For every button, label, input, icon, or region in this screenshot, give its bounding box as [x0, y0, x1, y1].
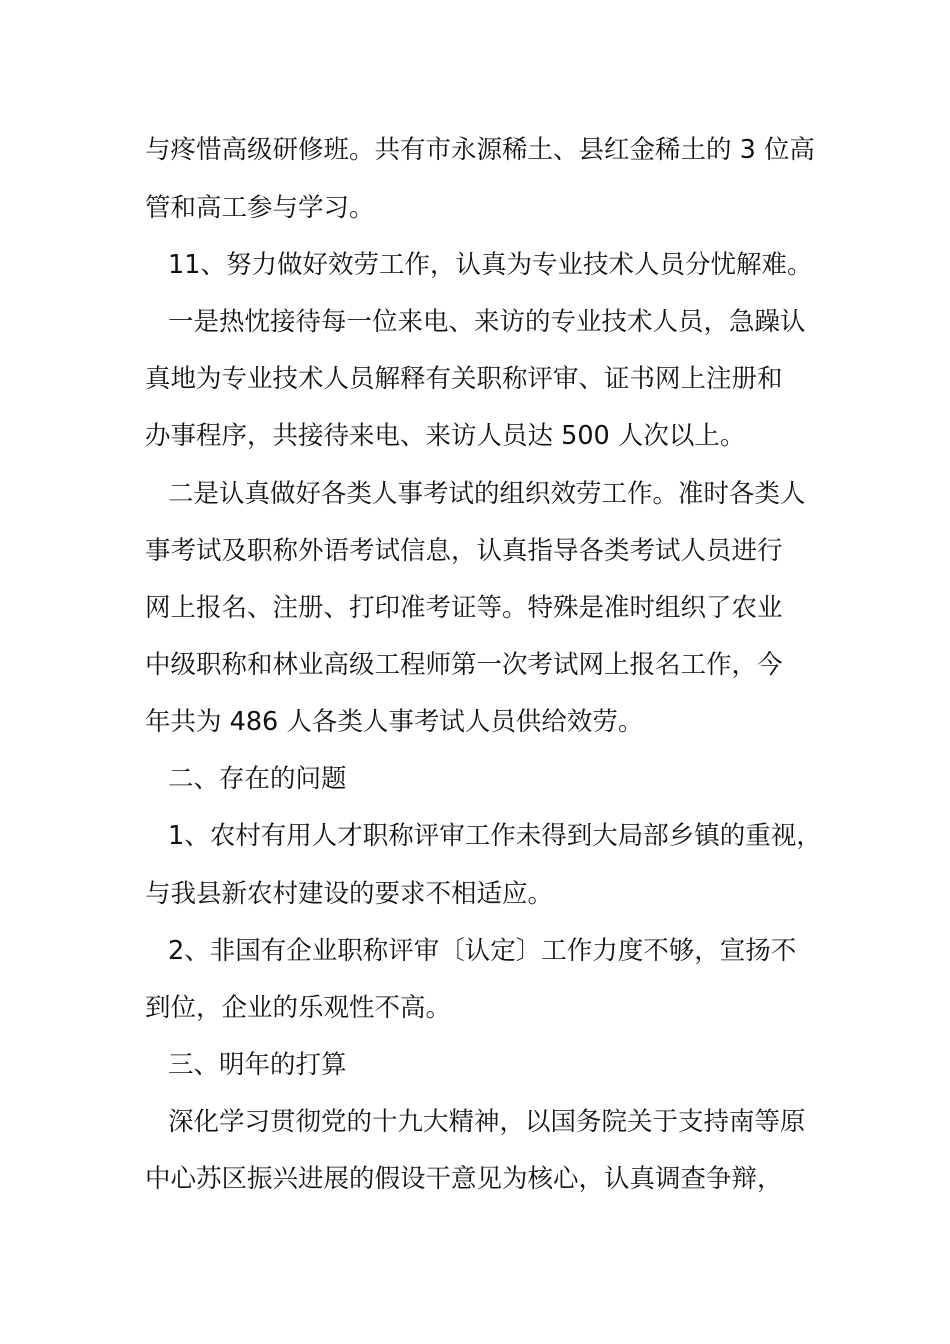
body-text-line: 11、努力做好效劳工作，认真为专业技术人员分忧解难。: [168, 250, 813, 280]
body-text-line: 与疼惜高级研修班。共有市永源稀土、县红金稀土的 3 位高: [145, 135, 815, 165]
body-text-line: 2、非国有企业职称评审〔认定〕工作力度不够，宣扬不: [168, 936, 797, 966]
body-text-line: 一是热忱接待每一位来电、来访的专业技术人员，急躁认: [168, 307, 806, 337]
body-text-line: 年共为 486 人各类人事考试人员供给效劳。: [145, 707, 644, 737]
body-text-line: 管和高工参与学习。: [145, 193, 375, 223]
body-text-line: 1、农村有用人才职称评审工作未得到大局部乡镇的重视，: [168, 821, 822, 851]
body-text-line: 中级职称和林业高级工程师第一次考试网上报名工作，今: [145, 650, 783, 680]
body-text-line: 中心苏区振兴进展的假设干意见为核心，认真调查争辩，: [145, 1164, 783, 1194]
body-text-line: 与我县新农村建设的要求不相适应。: [145, 879, 554, 909]
body-text-line: 事考试及职称外语考试信息，认真指导各类考试人员进行: [145, 536, 783, 566]
body-text-line: 办事程序，共接待来电、来访人员达 500 人次以上。: [145, 421, 746, 451]
body-text-line: 网上报名、注册、打印准考证等。特殊是准时组织了农业: [145, 593, 783, 623]
body-text-line: 二是认真做好各类人事考试的组织效劳工作。准时各类人: [168, 479, 806, 509]
body-text-line: 真地为专业技术人员解释有关职称评审、证书网上注册和: [145, 364, 783, 394]
section-heading: 三、明年的打算: [168, 1050, 347, 1080]
body-text-line: 到位，企业的乐观性不高。: [145, 993, 452, 1023]
body-text-line: 深化学习贯彻党的十九大精神，以国务院关于支持南等原: [168, 1107, 806, 1137]
section-heading: 二、存在的问题: [168, 764, 347, 794]
